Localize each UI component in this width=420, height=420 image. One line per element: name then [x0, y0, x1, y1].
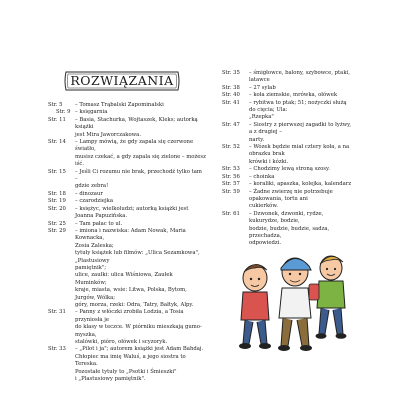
page-number-label: Str. 29: [48, 227, 66, 234]
solution-line: góry, morza, rzeki: Odra, Tatry, Bałtyk, Alpy.: [75, 301, 194, 308]
solution-line: – Żadne zwierzę nie potrzebuje opakowania, tortu ani: [249, 188, 333, 202]
solution-line: – imiona i nazwiska: Adam Nowak, Maria Kownacka,: [75, 227, 186, 242]
solution-text: [75, 221, 206, 228]
solution-line: odpowiedzi.: [249, 240, 282, 247]
solution-line: – Jeśli Ci rozumu nie brak, przechodź tylko tam –: [75, 168, 202, 183]
solution-text: [75, 198, 206, 205]
page-number-label: Str. 35: [222, 70, 240, 76]
solution-entry: [48, 139, 206, 169]
solution-line: – koła ziemskie, mrówka, ołówek: [249, 92, 338, 99]
page-number-label: Str. 33: [48, 346, 66, 353]
page-number-label: Str. 61: [222, 210, 240, 217]
solution-text: [75, 206, 206, 221]
solution-text: [75, 191, 206, 198]
child-figure-1: [239, 264, 271, 349]
solution-line: – „Pilot i ja"; autorem książki jest Adam Bahdaj.: [75, 346, 204, 353]
page-number-label: Str. 41: [222, 99, 240, 106]
solution-line: – Tam pałac to ul.: [75, 220, 123, 227]
solution-line: – Dzwonek, dzwonki, rydze, kukurydze, bodzie,: [249, 210, 324, 225]
solution-entry: [222, 144, 352, 166]
solutions-left-column: [48, 102, 206, 383]
solution-line: – dinozaur: [75, 190, 103, 197]
solution-line: Pozostałe tytuły to „Psotki i Śmieszki": [75, 368, 177, 375]
page-number-label: Str. 47: [222, 121, 240, 128]
solution-text: [75, 346, 206, 383]
solution-entry: [222, 166, 352, 173]
page-number-label: Str. 5: [48, 102, 63, 108]
solution-entry: [222, 70, 352, 85]
solution-text: [75, 309, 206, 346]
solution-line: – śmigłowce, balony, szybowce, ptaki, latawce: [249, 70, 350, 84]
solution-line: Joanna Papuzińska.: [75, 213, 128, 220]
solution-line: i „Plastusiowy pamiętnik".: [75, 376, 146, 383]
solution-line: cukierków.: [249, 203, 278, 210]
solution-line: – 27 sylab: [249, 84, 276, 91]
solution-text: [75, 139, 206, 169]
solution-text: [75, 109, 206, 116]
page-number-label: Str. 31: [48, 309, 66, 316]
solution-line: – Siostry z pierwszej zagadki to łyżwy, a z drugiej –: [249, 121, 352, 136]
solution-line: pamiętnik";: [75, 264, 107, 271]
page-number-label: Str. 19: [48, 198, 66, 205]
solution-text: [249, 100, 352, 122]
solution-line: – Lampy mówią, że gdy zapala się czerwone światło,: [75, 139, 194, 153]
solution-line: – choinka: [249, 173, 275, 180]
page-number-label: Str. 9: [56, 109, 71, 116]
solution-text: [249, 144, 352, 166]
solution-line: jest Mira Jaworczakowa.: [75, 131, 142, 138]
solution-entry: [222, 122, 352, 144]
solution-line: – rybitwa to ptak; 51; nożyczki służą do cięcia; Ula:: [249, 99, 347, 114]
solution-text: [75, 102, 206, 109]
page-title: ROZWIĄZANIA: [70, 73, 174, 88]
solution-text: [75, 228, 206, 309]
solution-line: – Basia, Stachurka, Wojtaszek, Kleks; autorką książki: [75, 116, 198, 131]
solution-entry: [48, 109, 206, 116]
solution-line: krówki i kózki.: [249, 158, 289, 165]
solution-text: [75, 117, 206, 139]
solution-line: Zosia Zaleska;: [75, 242, 114, 249]
solution-line: – koraliki, apaszka, kolejka, kalendarz: [249, 181, 352, 188]
solutions-right-column: [222, 70, 352, 248]
solution-entry: [222, 100, 352, 122]
solution-entry: [48, 309, 206, 346]
solution-entry: [48, 102, 206, 109]
solution-line: ulice, zaułki: ulica Wiśniowa, Zaułek Muminków;: [75, 272, 173, 286]
solution-line: stalówki, pióro, ołówek i scyzoryk.: [75, 339, 168, 345]
page-number-label: Str. 20: [48, 205, 66, 212]
page-number-label: Str. 11: [48, 116, 66, 123]
solution-line: kraje, miasta, wsie: Litwa, Polska, Bytom, Jurgów, Wólka;: [75, 287, 187, 301]
solution-text: [249, 92, 352, 99]
page-number-label: Str. 38: [222, 84, 240, 91]
solution-text: [249, 122, 352, 144]
solution-text: [249, 70, 352, 85]
solution-line: – księżyc, wielkoludzi; autorką książki jest: [75, 205, 189, 212]
page-number-label: Str. 25: [48, 220, 66, 227]
title-frame: [62, 68, 182, 94]
solution-line: – czarodziejka: [75, 198, 113, 205]
solution-entry: [48, 169, 206, 191]
children-walking-illustration: [225, 242, 350, 360]
solution-line: do klasy w teczce. W piórniku mieszkają gumo-myszka,: [75, 324, 202, 338]
solution-entry: [222, 174, 352, 181]
solution-line: narty.: [249, 136, 265, 143]
solution-line: – Wózek będzie miał cztery koła, a na obrazku brak: [249, 144, 350, 158]
solution-text: [75, 169, 206, 191]
page-number-label: Str. 18: [48, 190, 66, 197]
page-number-label: Str. 53: [222, 166, 240, 173]
solution-text: [249, 189, 352, 211]
solution-line: musisz czekać, a gdy zapala się zielone – możesz iść.: [75, 153, 206, 168]
solution-line: – Chodzimy lewą stroną szosy.: [249, 166, 330, 173]
page-number-label: Str. 59: [222, 188, 240, 195]
solution-line: Chłopiec ma imię Waluś, a jego siostra to Tereska.: [75, 353, 186, 368]
solution-entry: [48, 117, 206, 139]
solution-line: bodzie, budzie, budzie, sadza, przechadza,: [249, 225, 330, 239]
solution-line: – księgarnia: [75, 109, 108, 116]
solution-entry: [48, 221, 206, 228]
solution-line: „Rzepka": [249, 114, 274, 121]
page-number-label: Str. 56: [222, 173, 240, 180]
solution-line: – Panny z włóczki zrobiła Lodzia, a Tosia przyniosła je: [75, 309, 184, 323]
solution-text: [249, 166, 352, 173]
page-number-label: Str. 57: [222, 181, 240, 188]
page-number-label: Str. 14: [48, 139, 66, 146]
solution-entry: [222, 189, 352, 211]
page-number-label: Str. 52: [222, 144, 240, 151]
solution-text: [249, 174, 352, 181]
solution-line: gdzie zebra!: [75, 183, 109, 190]
child-figure-2: [278, 258, 312, 351]
solution-text: [249, 181, 352, 188]
solution-entry: [48, 206, 206, 221]
solution-entry: [48, 198, 206, 205]
solution-entry: [48, 346, 206, 383]
solution-line: tytuły książek lub filmów: „Ulica Sezamkowa", „Plastusiowy: [75, 250, 200, 264]
solution-entry: [222, 181, 352, 188]
solution-entry: [222, 92, 352, 99]
page-number-label: Str. 40: [222, 92, 240, 99]
solution-entry: [48, 191, 206, 198]
child-figure-3: [309, 256, 347, 339]
solution-line: – Tomasz Trąbalski Zapominalski: [75, 102, 164, 108]
solution-entry: [48, 228, 206, 309]
page-number-label: Str. 15: [48, 168, 66, 175]
